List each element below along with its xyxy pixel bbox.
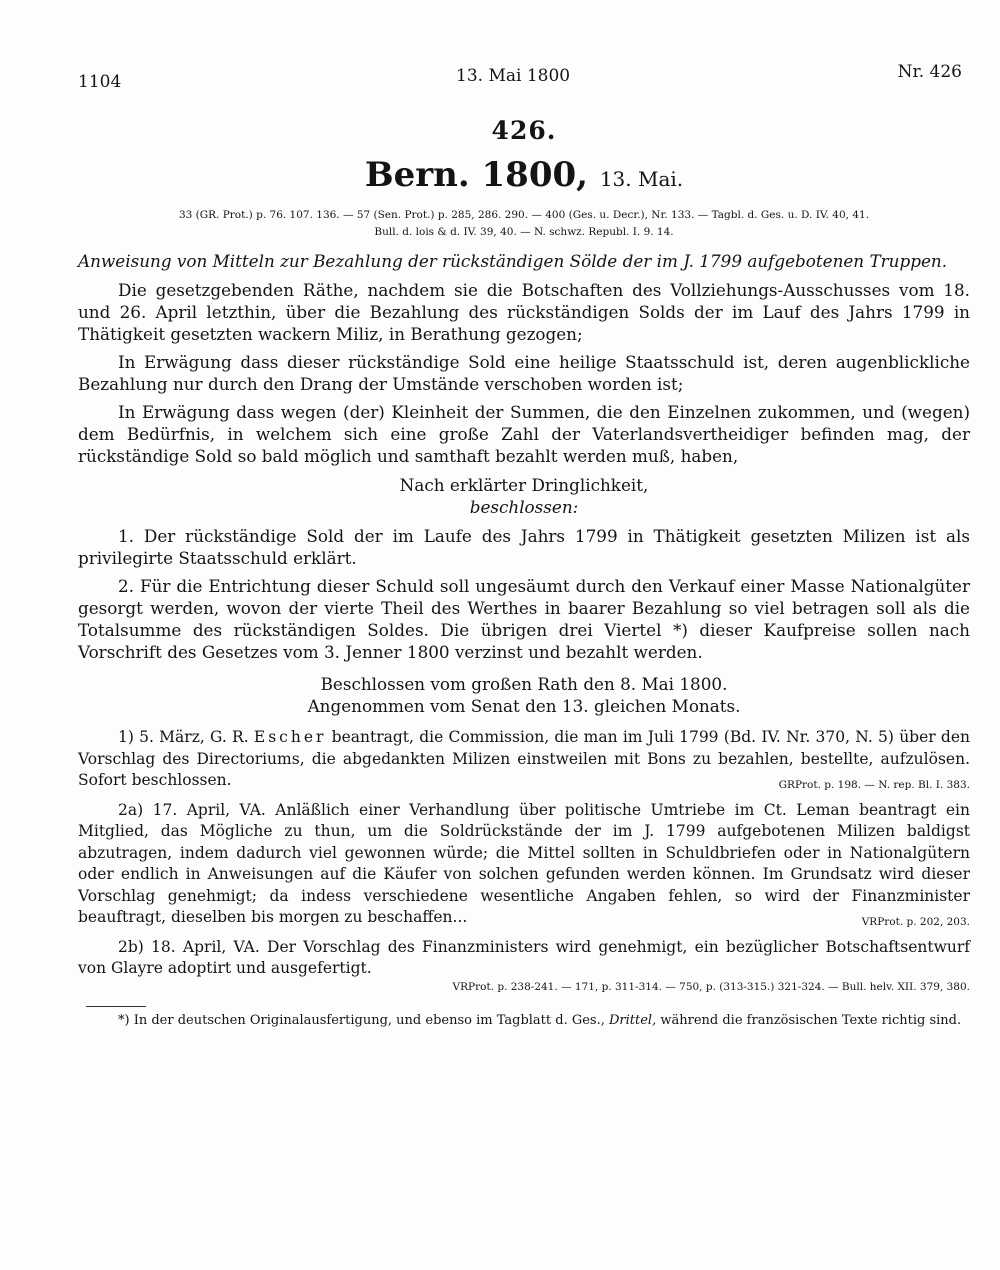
- closing-great-council: Beschlossen vom großen Rath den 8. Mai 1800.: [320, 674, 728, 694]
- running-header: [78, 60, 970, 92]
- resolved-line: beschlossen:: [469, 497, 579, 517]
- note-2a-text: 2a) 17. April, VA. Anläßlich einer Verhandlung über politische Umtriebe im Ct. Leman beantragt ein Mitglied, das Mögliche zu thun, um die Soldrückstände der im J. 1799 aufgebotenen Milizen baldigst abzutragen, indem dadurch viel gewonnen würde; die Mittel sollten in Schuldbriefen oder in Nationalgütern oder endlich in Anweisungen auf die Käufer von solchen gefunden werden können. Im Grundsatz wird dieser Vorschlag genehmigt; da indess verschiedene wesentliche Angaben fehlen, so wird der Finanzminister beauftragt, dieselben bis morgen zu beschaffen...: [78, 800, 970, 926]
- footnote-text: *) In der deutschen Originalausfertigung, und ebenso im Tagblatt d. Ges.,: [118, 1012, 605, 1028]
- source-references: [78, 207, 970, 241]
- source-line-1: 33 (GR. Prot.) p. 76. 107. 136. — 57 (Sen. Prot.) p. 285, 286. 290. — 400 (Ges. u. Decr.), Nr. 133. — Tagbl. d. Ges. u. D. IV. 40, 41.: [178, 209, 870, 221]
- note-1-date: 1) 5. März, G. R.: [118, 728, 249, 746]
- place-name: Bern. 1800,: [364, 155, 588, 195]
- header-date: 13. Mai 1800: [456, 66, 571, 86]
- note-2a-reference: VRProt. p. 202, 203.: [861, 916, 970, 928]
- note-2b: 2b) 18. April, VA. Der Vorschlag des Finanzministers wird genehmigt, ein bezüglicher Botschaftsentwurf von Glayre adoptirt und ausgefertigt.: [78, 937, 970, 977]
- decree-body: [78, 279, 970, 717]
- consideration-paragraph: In Erwägung dass wegen (der) Kleinheit der Summen, die den Einzelnen zukommen, und (wegen) dem Bedürfnis, in welchem sich eine große Zahl der Vaterlandsvertheidiger befinden mag, der rückständige Sold so bald möglich und samthaft bezahlt werden muß, haben,: [78, 402, 970, 466]
- closing-senate: Angenommen vom Senat den 13. gleichen Monats.: [307, 696, 741, 716]
- page-number: 1104: [78, 72, 122, 92]
- document-page: [78, 60, 970, 1030]
- note-1: [78, 727, 970, 792]
- article-1: 1. Der rückständige Sold der im Laufe des Jahrs 1799 in Thätigkeit gesetzten Milizen ist als privilegirte Staatsschuld erklärt.: [78, 526, 970, 568]
- urgency-line: Nach erklärter Dringlichkeit,: [399, 475, 649, 495]
- note-1-name: Escher: [253, 728, 327, 746]
- note-1-reference: GRProt. p. 198. — N. rep. Bl. I. 383.: [778, 779, 970, 791]
- document-heading-number: 426.: [491, 116, 557, 145]
- note-2a: [78, 800, 970, 929]
- source-line-2: Bull. d. lois & d. IV. 39, 40. — N. schwz. Republ. I. 9. 14.: [374, 226, 674, 238]
- document-number: Nr. 426: [897, 62, 962, 82]
- note-2b-reference: VRProt. p. 238-241. — 171, p. 311-314. — 750, p. (313-315.) 321-324. — Bull. helv. XII. 379, 380.: [452, 980, 970, 993]
- consideration-paragraph: In Erwägung dass dieser rückständige Sold eine heilige Staatsschuld ist, deren augenblickliche Bezahlung nur durch den Drang der Umstände verschoben worden ist;: [78, 352, 970, 394]
- footnote-text-end: während die französischen Texte richtig sind.: [660, 1012, 962, 1028]
- footnote-italic-word: Drittel,: [609, 1012, 657, 1028]
- preamble-paragraph: Die gesetzgebenden Räthe, nachdem sie die Botschaften des Vollziehungs-Ausschusses vom 18. und 26. April letzthin, über die Bezahlung des rückständigen Solds der im Lauf des Jahrs 1799 in Thätigkeit gesetzten wackern Miliz, in Berathung gezogen;: [78, 280, 970, 344]
- place-date-heading: [78, 157, 970, 197]
- article-2: 2. Für die Entrichtung dieser Schuld soll ungesäumt durch den Verkauf einer Masse Nationalgüter gesorgt werden, wovon der vierte Theil des Werthes in baarer Bezahlung so viel betragen soll als die Totalsumme des rückständigen Soldes. Die übrigen drei Viertel *) dieser Kaufpreise sollen nach Vorschrift des Gesetzes vom 3. Jenner 1800 verzinst und bezahlt werden.: [78, 576, 970, 662]
- decree-title: Anweisung von Mitteln zur Bezahlung der rückständigen Sölde der im J. 1799 aufgebotenen Truppen.: [78, 251, 948, 271]
- place-date: 13. Mai.: [599, 167, 684, 191]
- footnote: [78, 1011, 970, 1030]
- note-1-text: beantragt, die Commission, die man im Juli 1799 (Bd. IV. Nr. 370, N. 5) über den Vorschlag des Directoriums, die abgedankten Milizen einstweilen mit Bons zu bezahlen, bestellte, aufzulösen. Sofort beschlossen.: [78, 728, 970, 789]
- editorial-notes: [78, 727, 970, 994]
- footnote-rule: [86, 1006, 146, 1007]
